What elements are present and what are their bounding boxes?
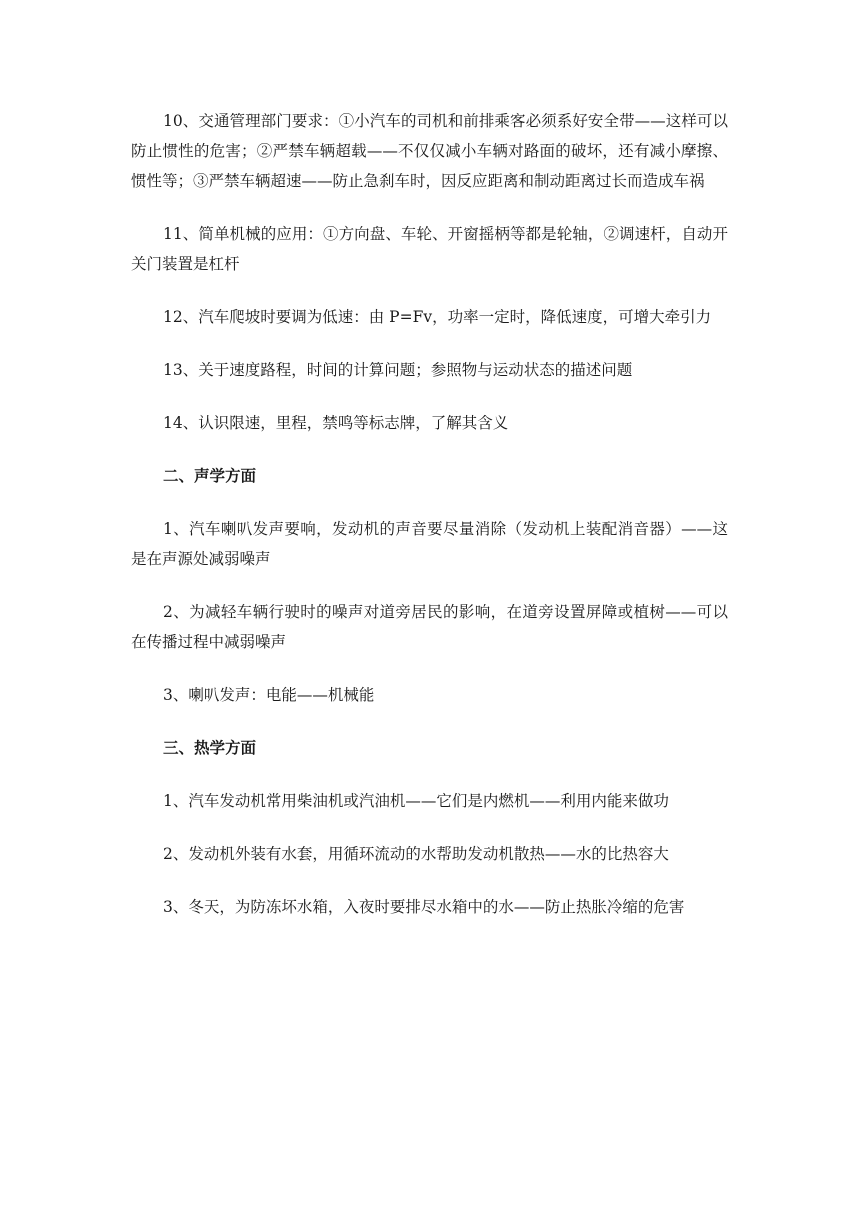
paragraph-acoustics-2: 2、为减轻车辆行驶时的噪声对道旁居民的影响，在道旁设置屏障或植树——可以在传播过程中减弱噪声 bbox=[131, 603, 728, 651]
section-heading-thermal: 三、热学方面 bbox=[163, 738, 257, 757]
paragraph-item-14: 14、认识限速，里程，禁鸣等标志牌，了解其含义 bbox=[163, 414, 509, 432]
paragraph-item-13: 13、关于速度路程，时间的计算问题；参照物与运动状态的描述问题 bbox=[163, 361, 633, 379]
paragraph-item-11: 11、简单机械的应用：①方向盘、车轮、开窗摇柄等都是轮轴，②调速杆，自动开关门装置是杠杆 bbox=[131, 225, 728, 273]
paragraph-item-10: 10、交通管理部门要求：①小汽车的司机和前排乘客必须系好安全带——这样可以防止惯性的危害；②严禁车辆超载——不仅仅减小车辆对路面的破坏，还有减小摩擦、惯性等；③严禁车辆超速——防止急刹车时，因反应距离和制动距离过长而造成车祸 bbox=[131, 112, 728, 190]
paragraph-thermal-1: 1、汽车发动机常用柴油机或汽油机——它们是内燃机——利用内能来做功 bbox=[163, 792, 669, 810]
document-body bbox=[131, 106, 728, 945]
paragraph-thermal-3: 3、冬天，为防冻坏水箱，入夜时要排尽水箱中的水——防止热胀冷缩的危害 bbox=[163, 898, 685, 916]
paragraph-thermal-2: 2、发动机外装有水套，用循环流动的水帮助发动机散热——水的比热容大 bbox=[163, 845, 669, 863]
paragraph-item-12: 12、汽车爬坡时要调为低速：由 P=Fv，功率一定时，降低速度，可增大牵引力 bbox=[163, 308, 712, 326]
paragraph-acoustics-1: 1、汽车喇叭发声要响，发动机的声音要尽量消除（发动机上装配消音器）——这是在声源处减弱噪声 bbox=[131, 520, 728, 568]
paragraph-acoustics-3: 3、喇叭发声：电能——机械能 bbox=[163, 686, 375, 704]
section-heading-acoustics: 二、声学方面 bbox=[163, 466, 257, 485]
